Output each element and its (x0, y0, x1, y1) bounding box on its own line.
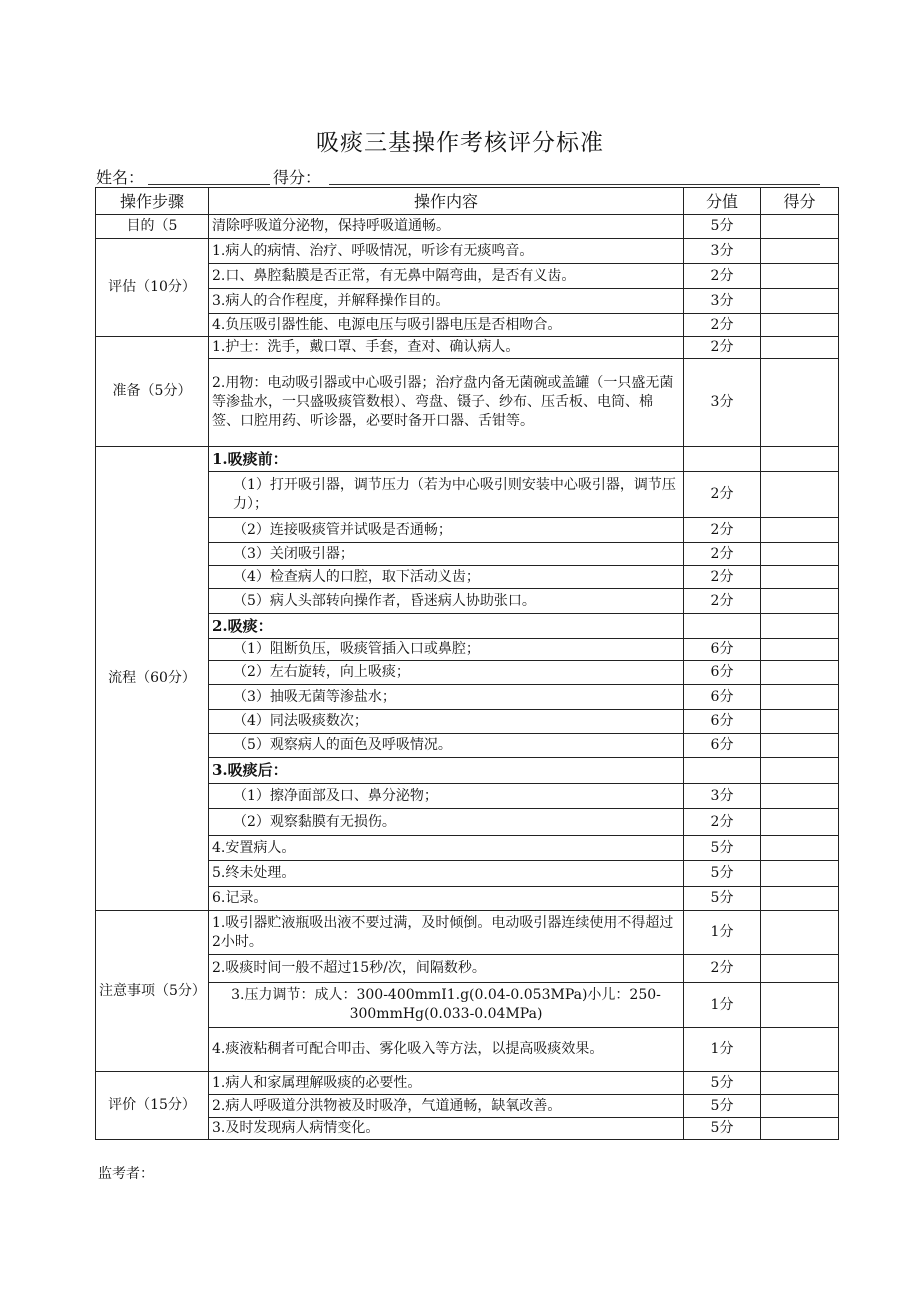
score-blank[interactable] (329, 184, 820, 185)
content-cell: 2.病人呼吸道分洪物被及时吸净，气道通畅，缺氧改善。 (209, 1095, 684, 1118)
table-header-row (96, 188, 839, 215)
value-cell: 6分 (684, 685, 761, 710)
score-input-cell[interactable] (761, 734, 839, 758)
header-value: 分值 (684, 188, 761, 215)
score-input-cell[interactable] (761, 809, 839, 836)
score-input-cell[interactable] (761, 639, 839, 661)
score-input-cell[interactable] (761, 1118, 839, 1140)
score-input-cell[interactable] (761, 983, 839, 1028)
content-cell: 3.吸痰后： (209, 758, 684, 784)
score-input-cell[interactable] (761, 264, 839, 289)
score-input-cell[interactable] (761, 566, 839, 589)
score-input-cell[interactable] (761, 784, 839, 809)
score-input-cell[interactable] (761, 955, 839, 983)
table-row (96, 215, 839, 239)
value-cell: 1分 (684, 983, 761, 1028)
score-input-cell[interactable] (761, 836, 839, 861)
content-cell: 1.吸痰前： (209, 447, 684, 472)
value-cell: 5分 (684, 1118, 761, 1140)
header-score: 得分 (761, 188, 839, 215)
score-input-cell[interactable] (761, 710, 839, 734)
value-cell: 2分 (684, 337, 761, 359)
value-cell: 2分 (684, 518, 761, 543)
value-cell: 2分 (684, 472, 761, 518)
score-input-cell[interactable] (761, 887, 839, 911)
content-cell: 4.负压吸引器性能、电源电压与吸引器电压是否相吻合。 (209, 314, 684, 337)
score-input-cell[interactable] (761, 215, 839, 239)
score-label: 得分： (273, 168, 322, 187)
value-cell: 2分 (684, 543, 761, 566)
content-cell: （4）检查病人的口腔，取下活动义齿； (209, 566, 684, 589)
step-cell: 准备（5分） (96, 337, 209, 447)
value-cell: 2分 (684, 955, 761, 983)
content-cell: 1.病人的病情、治疗、呼吸情况，听诊有无痰鸣音。 (209, 239, 684, 264)
value-cell: 2分 (684, 566, 761, 589)
score-input-cell[interactable] (761, 911, 839, 955)
value-cell: 6分 (684, 734, 761, 758)
content-cell: （3）抽吸无菌等渗盐水； (209, 685, 684, 710)
value-cell: 6分 (684, 710, 761, 734)
value-cell: 5分 (684, 1072, 761, 1095)
score-input-cell[interactable] (761, 472, 839, 518)
value-cell: 6分 (684, 661, 761, 685)
value-cell: 5分 (684, 887, 761, 911)
score-input-cell[interactable] (761, 289, 839, 314)
content-cell: （5）观察病人的面色及呼吸情况。 (209, 734, 684, 758)
score-input-cell[interactable] (761, 359, 839, 447)
step-cell: 评价（15分） (96, 1072, 209, 1140)
step-cell: 流程（60分） (96, 447, 209, 911)
score-input-cell[interactable] (761, 239, 839, 264)
value-cell: 5分 (684, 1095, 761, 1118)
score-input-cell[interactable] (761, 589, 839, 614)
value-cell: 6分 (684, 639, 761, 661)
content-cell: 1.吸引器贮液瓶吸出液不要过满，及时倾倒。电动吸引器连续使用不得超过2小时。 (209, 911, 684, 955)
name-blank[interactable] (148, 184, 270, 185)
value-cell: 2分 (684, 809, 761, 836)
score-input-cell[interactable] (761, 758, 839, 784)
value-cell: 5分 (684, 861, 761, 887)
name-label: 姓名： (96, 168, 145, 187)
value-cell (684, 447, 761, 472)
header-content: 操作内容 (209, 188, 684, 215)
content-cell: （2）观察黏膜有无损伤。 (209, 809, 684, 836)
value-cell: 1分 (684, 1028, 761, 1072)
content-cell: 1.护士：洗手，戴口罩、手套，查对、确认病人。 (209, 337, 684, 359)
content-cell: 2.吸痰时间一般不超过15秒/次，间隔数秒。 (209, 955, 684, 983)
content-cell: 3.病人的合作程度，并解释操作目的。 (209, 289, 684, 314)
content-cell: 2.口、鼻腔黏膜是否正常，有无鼻中隔弯曲，是否有义齿。 (209, 264, 684, 289)
content-cell: 4.安置病人。 (209, 836, 684, 861)
content-cell: 6.记录。 (209, 887, 684, 911)
content-cell: 清除呼吸道分泌物，保持呼吸道通畅。 (209, 215, 684, 239)
table-body (96, 215, 839, 1140)
score-input-cell[interactable] (761, 543, 839, 566)
content-cell: （1）打开吸引器，调节压力（若为中心吸引则安装中心吸引器，调节压力）； (209, 472, 684, 518)
value-cell: 2分 (684, 264, 761, 289)
table-row (96, 239, 839, 264)
content-cell: （3）关闭吸引器； (209, 543, 684, 566)
info-line (96, 165, 820, 187)
value-cell: 3分 (684, 359, 761, 447)
step-cell: 注意事项（5分） (96, 911, 209, 1072)
score-input-cell[interactable] (761, 685, 839, 710)
content-cell: 4.痰液粘稠者可配合叩击、雾化吸入等方法，以提高吸痰效果。 (209, 1028, 684, 1072)
value-cell (684, 758, 761, 784)
content-cell: 2.用物：电动吸引器或中心吸引器；治疗盘内备无菌碗或盖罐（一只盛无菌等渗盐水，一只盛吸痰管数根）、弯盘、镊子、纱布、压舌板、电筒、棉签、口腔用药、听诊器，必要时备开口器、舌钳等。 (209, 359, 684, 447)
table-row (96, 1072, 839, 1095)
table-row (96, 337, 839, 359)
page-title: 吸痰三基操作考核评分标准 (316, 130, 604, 156)
value-cell: 3分 (684, 784, 761, 809)
content-cell: 5.终未处理。 (209, 861, 684, 887)
value-cell: 1分 (684, 911, 761, 955)
header-step: 操作步骤 (96, 188, 209, 215)
content-cell: 1.病人和家属理解吸痰的必要性。 (209, 1072, 684, 1095)
content-cell: （5）病人头部转向操作者，昏迷病人协助张口。 (209, 589, 684, 614)
value-cell: 5分 (684, 836, 761, 861)
score-input-cell[interactable] (761, 518, 839, 543)
content-cell: （2）左右旋转，向上吸痰； (209, 661, 684, 685)
score-input-cell[interactable] (761, 1028, 839, 1072)
value-cell: 2分 (684, 314, 761, 337)
score-input-cell[interactable] (761, 1095, 839, 1118)
content-cell: （1）阻断负压，吸痰管插入口或鼻腔； (209, 639, 684, 661)
scoring-table (95, 187, 839, 1140)
score-input-cell[interactable] (761, 661, 839, 685)
content-cell: （2）连接吸痰管并试吸是否通畅； (209, 518, 684, 543)
score-input-cell[interactable] (761, 337, 839, 359)
content-cell: 3.压力调节：成人：300-400mmI1.g(0.04-0.053MPa)小儿：250-300mmHg(0.033-0.04MPa) (209, 983, 684, 1028)
value-cell: 2分 (684, 589, 761, 614)
score-input-cell[interactable] (761, 614, 839, 639)
score-input-cell[interactable] (761, 314, 839, 337)
content-cell: （4）同法吸痰数次； (209, 710, 684, 734)
content-cell: （1）擦净面部及口、鼻分泌物； (209, 784, 684, 809)
table-row (96, 911, 839, 955)
step-cell: 评估（10分） (96, 239, 209, 337)
content-cell: 3.及时发现病人病情变化。 (209, 1118, 684, 1140)
value-cell (684, 614, 761, 639)
examiner-label: 监考者： (98, 1166, 154, 1182)
step-cell: 目的（5 (96, 215, 209, 239)
table-row (96, 447, 839, 472)
score-input-cell[interactable] (761, 447, 839, 472)
value-cell: 3分 (684, 239, 761, 264)
score-input-cell[interactable] (761, 861, 839, 887)
value-cell: 5分 (684, 215, 761, 239)
score-input-cell[interactable] (761, 1072, 839, 1095)
value-cell: 3分 (684, 289, 761, 314)
content-cell: 2.吸痰： (209, 614, 684, 639)
